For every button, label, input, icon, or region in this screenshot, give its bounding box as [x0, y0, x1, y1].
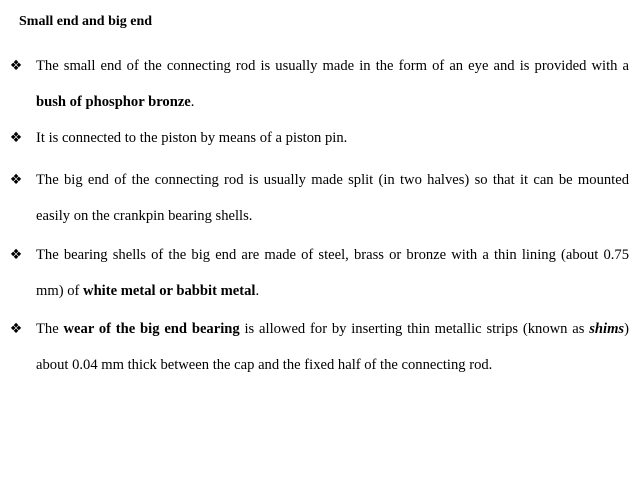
bullet-text-run: . [190, 94, 195, 110]
bullet-text [36, 162, 629, 234]
bullet-text [36, 120, 629, 156]
bullet-text-run: The big end of the connecting rod is usually made split (in two halves) so that it can be mounted easily on the crankpin bearing shells. [36, 172, 629, 224]
bullet-text-run: . [255, 283, 260, 299]
bullet-bold-italic-run: shims [589, 321, 625, 337]
diamond-bullet-icon: ❖ [9, 321, 23, 337]
diamond-bullet-icon: ❖ [9, 247, 23, 263]
bullet-text-run: The [36, 321, 64, 337]
diamond-bullet-icon: ❖ [9, 130, 23, 146]
bullet-bold-run: wear of the big end bearing [63, 321, 240, 337]
bullet-bold-run: bush of phosphor bronze [36, 94, 191, 110]
bullet-text-run: The bearing shells of the big end are made of steel, brass or bronze with a thin lining (about 0.75 mm) of [36, 247, 629, 299]
bullet-text-run: is allowed for by inserting thin metallic strips (known as [239, 321, 590, 337]
bullet-text [36, 311, 629, 383]
bullet-text-run: The small end of the connecting rod is usually made in the form of an eye and is provided with a [36, 58, 629, 74]
diamond-bullet-icon: ❖ [9, 58, 23, 74]
diamond-bullet-icon: ❖ [9, 172, 23, 188]
bullet-text-run: It is connected to the piston by means of a piston pin. [36, 130, 348, 146]
page-title: Small end and big end [19, 14, 153, 29]
bullet-text-run: ) about 0.04 mm thick between the cap and the fixed half of the connecting rod. [36, 321, 629, 373]
bullet-text [36, 237, 629, 309]
bullet-bold-run: white metal or babbit metal [83, 283, 256, 299]
bullet-text [36, 48, 629, 120]
